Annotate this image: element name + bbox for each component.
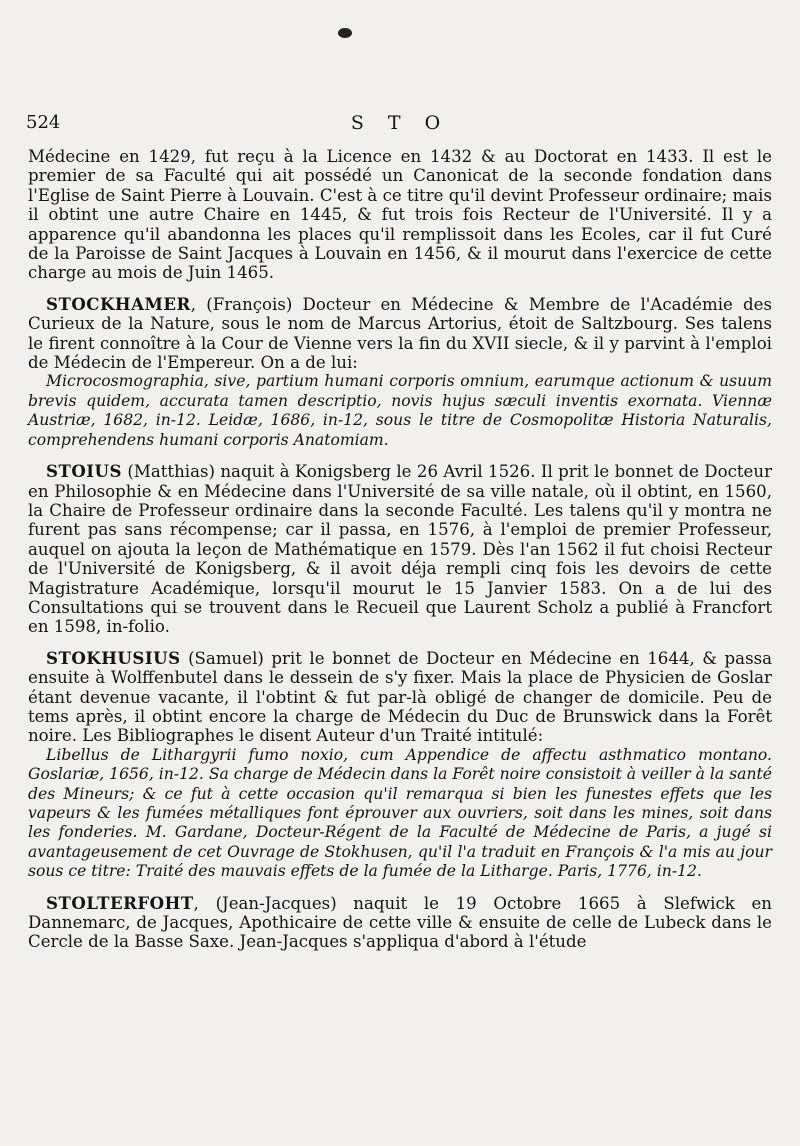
page-header (26, 112, 774, 138)
entry-headword: STOCKHAMER (46, 293, 191, 314)
work-citation: Microcosmographia, sive, partium humani corporis omnium, earumque actionum & usuum brevis quidem, accurata tamen descriptio, novis hujus sæculi inventis exornata. Viennæ Austriæ, 1682, in-12. Leidæ, 1686, in-12, sous le titre de Cosmopolitæ Historia Naturalis, comprehendens humani corporis Anatomiam. (28, 372, 772, 449)
paragraph (28, 295, 772, 373)
entry-stoius (28, 462, 772, 637)
entry-continuation (28, 147, 772, 283)
ink-blot (338, 28, 352, 38)
paragraph (28, 462, 772, 637)
work-citation: Libellus de Lithargyrii fumo noxio, cum Appendice de affectu asthmatico montano. Goslariæ, 1656, in-12. Sa charge de Médecin dans la Forêt noire consistoit à veiller à la santé des Mineurs; & ce fut à cette occasion qu'il remarqua si bien les funestes effets que les vapeurs & les fumées métalliques font éprouver aux ouvriers, soit dans les mines, soit dans les fonderies. M. Gardane, Docteur-Régent de la Faculté de Médecine de Paris, a jugé si avantageusement de cet Ouvrage de Stokhusen, qu'il l'a traduit en François & l'a mis au jour sous ce titre: Traité des mauvais effets de la fumée de la Litharge. Paris, 1776, in-12. (28, 745, 772, 881)
entry-headword: STOLTERFOHT (46, 892, 194, 913)
paragraph: Médecine en 1429, fut reçu à la Licence en 1432 & au Doctorat en 1433. Il est le premier de sa Faculté qui ait possédé un Canonicat de la seconde fondation dans l'Eglise de Saint Pierre à Louvain. C'est à ce titre qu'il devint Professeur ordinaire; mais il obtint une autre Chaire en 1445, & fut trois fois Recteur de l'Université. Il y a apparence qu'il abandonna les places qu'il remplissoit dans les Ecoles, car il fut Curé de la Paroisse de Saint Jacques à Louvain en 1456, & il mourut dans l'exercice de cette charge au mois de Juin 1465. (28, 147, 772, 283)
entry-text: , (Jean-Jacques) naquit le 19 Octobre 1665 à Slefwick en Dannemarc, de Jacques, Apothicaire de cette ville & ensuite de celle de Lubeck dans le Cercle de la Basse Saxe. Jean-Jacques s'appliqua d'abord à l'étude (28, 893, 772, 952)
page-body (28, 147, 772, 952)
page-number: 524 (26, 112, 61, 133)
paragraph (28, 649, 772, 746)
running-head: S T O (350, 112, 450, 134)
entry-text: (Matthias) naquit à Konigsberg le 26 Avril 1526. Il prit le bonnet de Docteur en Philosophie & en Médecine dans l'Université de sa ville natale, où il obtint, en 1560, la Chaire de Professeur ordinaire dans la seconde Faculté. Les talens qu'il y montra ne furent pas sans récompense; car il passa, en 1576, à l'emploi de premier Professeur, auquel on ajouta la leçon de Mathématique en 1579. Dès l'an 1562 il fut choisi Recteur de l'Université de Konigsberg, & il avoit déja rempli cinq fois les devoirs de cette Magistrature Académique, lorsqu'il mourut le 15 Janvier 1583. On a de lui des Consultations qui se trouvent dans le Recueil que Laurent Scholz a publié à Francfort en 1598, in-folio. (28, 462, 772, 637)
entry-text: , (François) Docteur en Médecine & Membre de l'Académie des Curieux de la Nature, sous le nom de Marcus Artorius, étoit de Saltzbourg. Ses talens le firent connoître à la Cour de Vienne vers la fin du XVII siecle, & il y parvint à l'emploi de Médecin de l'Empereur. On a de lui: (28, 294, 772, 373)
entry-headword: STOKHUSIUS (46, 647, 181, 668)
entry-headword: STOIUS (46, 461, 123, 482)
entry-stokhusius (28, 649, 772, 882)
entry-stockhamer (28, 295, 772, 450)
paragraph (28, 894, 772, 952)
entry-text: (Samuel) prit le bonnet de Docteur en Médecine en 1644, & passa ensuite à Wolffenbutel dans le dessein de s'y fixer. Mais la place de Physicien de Goslar étant devenue vacante, il l'obtint & fut par-là obligé de changer de domicile. Peu de tems après, il obtint encore la charge de Médecin du Duc de Brunswick dans la Forêt noire. Les Bibliographes le disent Auteur d'un Traité intitulé: (28, 648, 772, 746)
entry-stolterfoht (28, 894, 772, 952)
